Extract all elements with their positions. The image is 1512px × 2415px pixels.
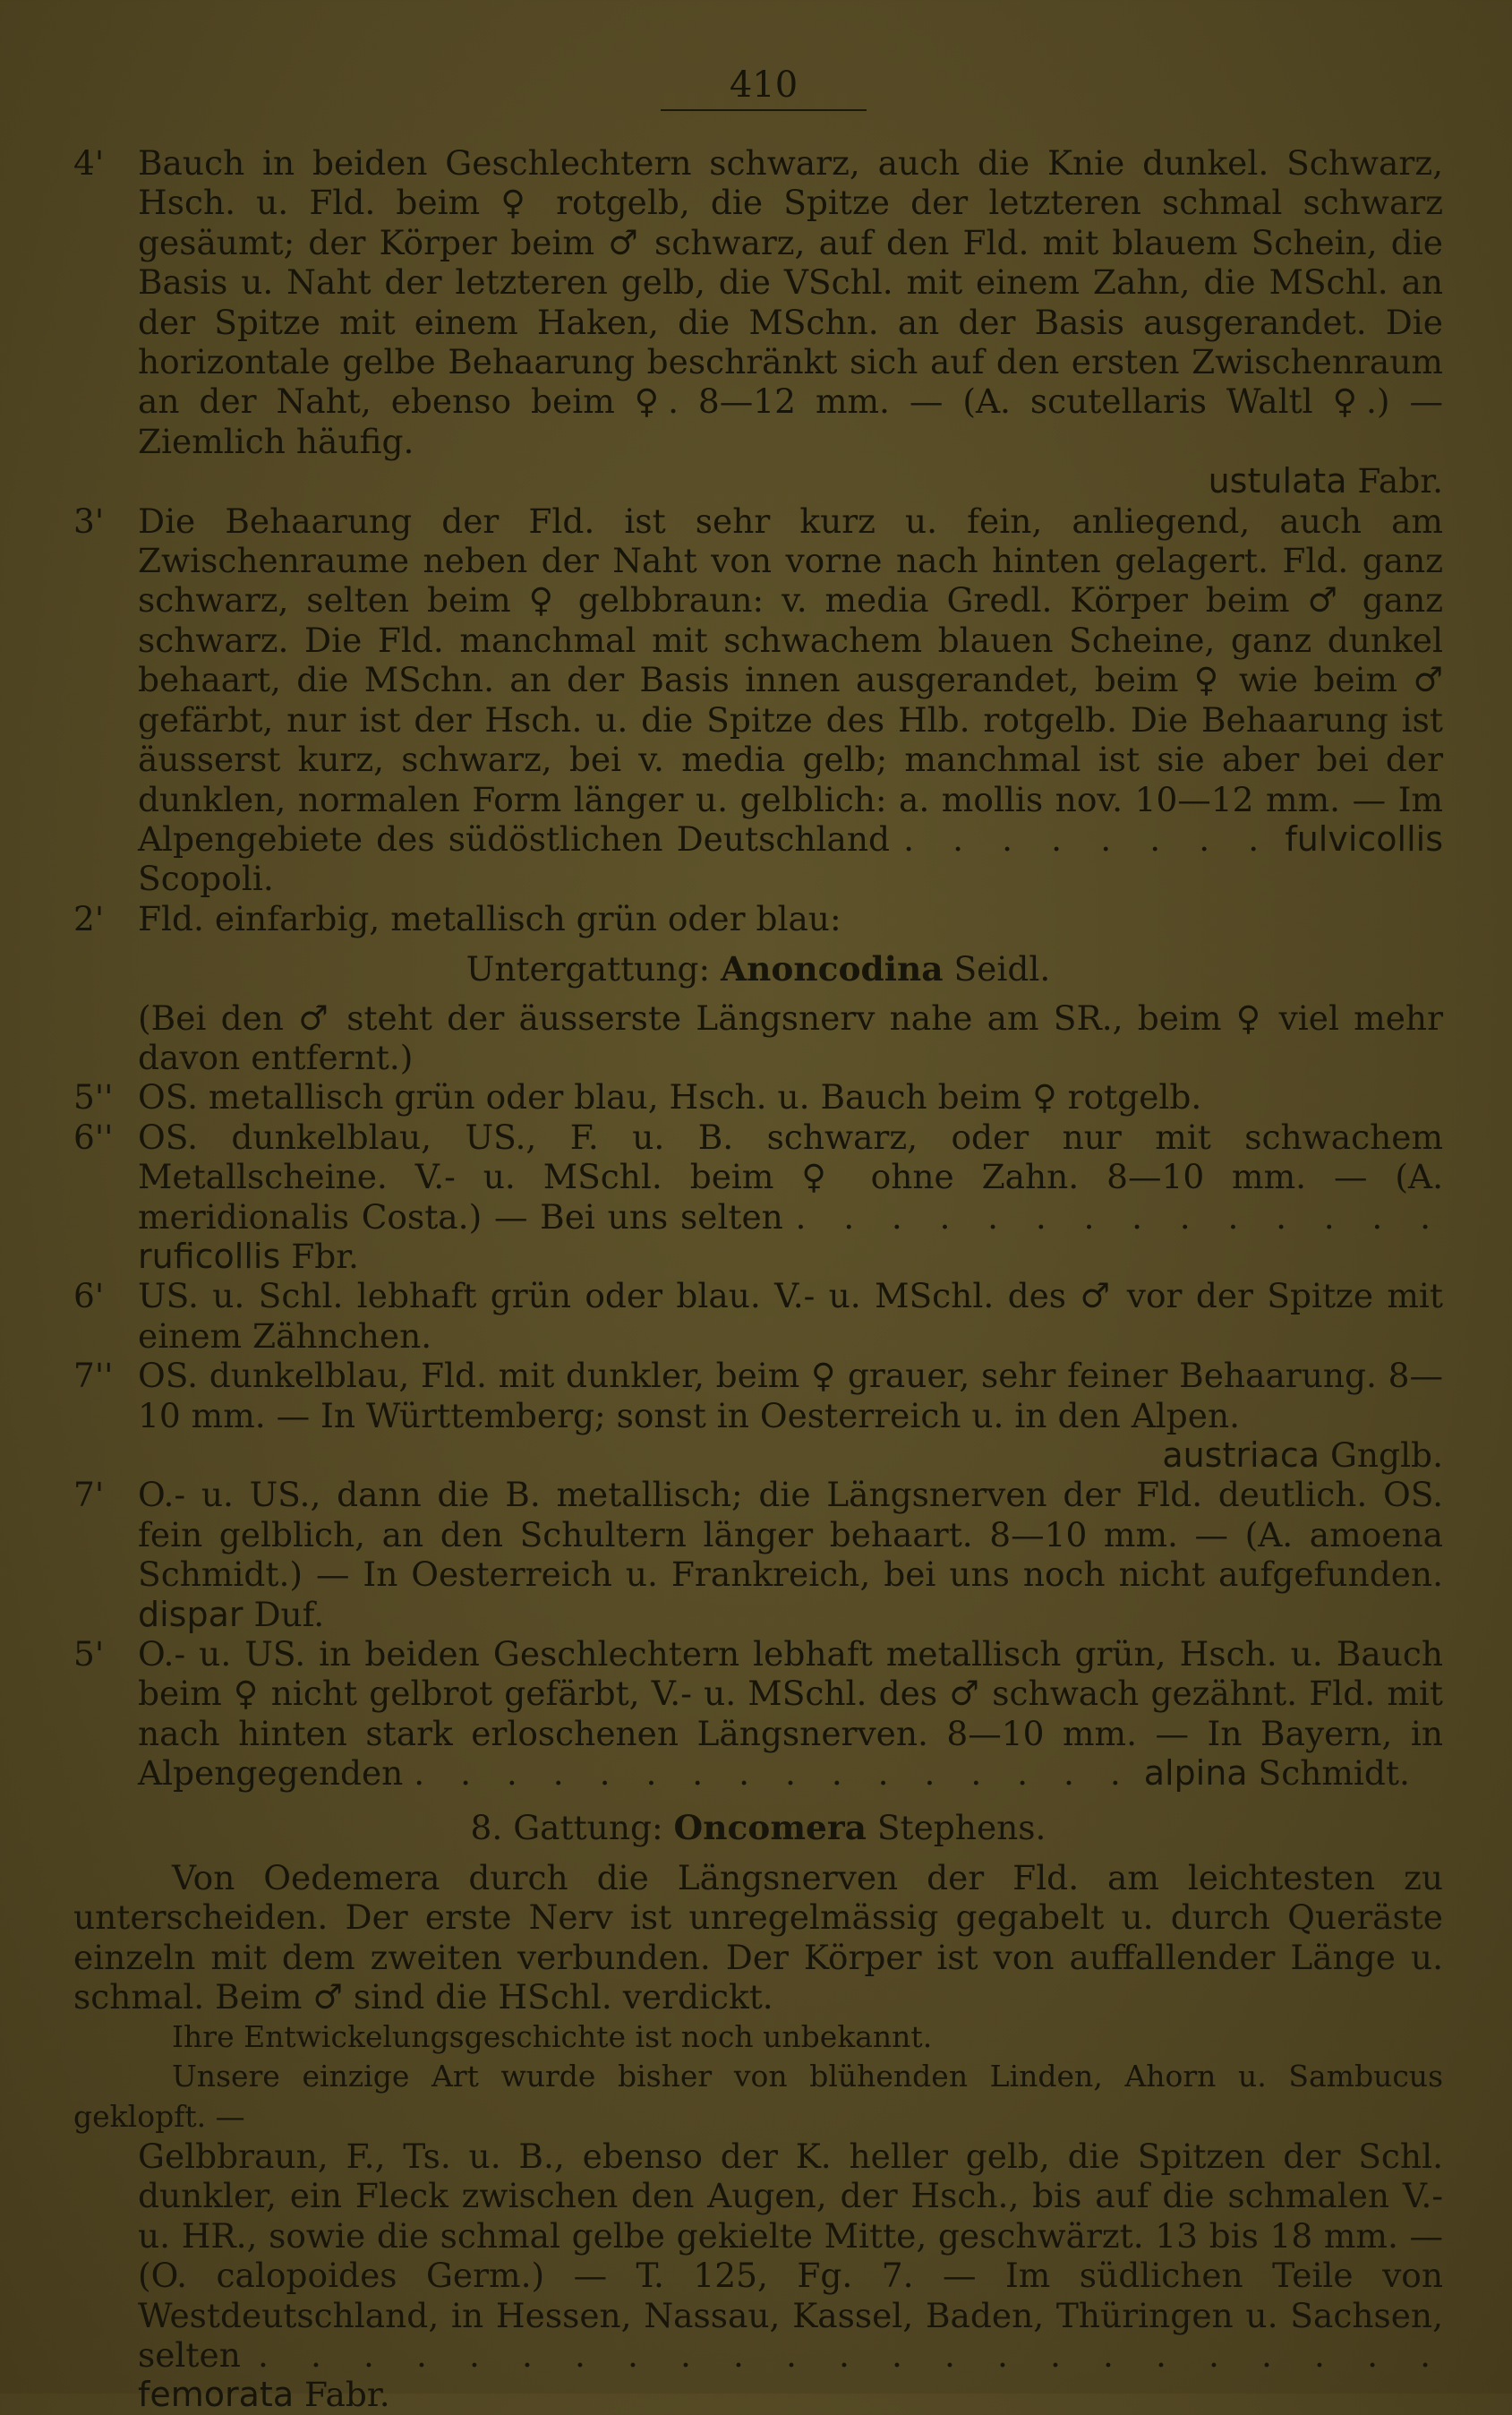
entry-text: OS. dunkelblau, US., F. u. B. schwarz, oder nur mit schwachem Metallscheine. V.- u. MSchl. beim ♀ ohne Zahn. 8—10 mm. — (A. meridionalis Costa.) — Bei uns selten: [138, 1117, 1443, 1237]
species-author: Schmidt.: [1258, 1753, 1410, 1794]
key-entry: [73, 1118, 1443, 1277]
key-entry: [73, 1077, 1443, 1117]
subgenus-label: Untergattung:: [466, 949, 711, 989]
leader-dots: . . . . . . . .: [903, 818, 1272, 859]
entry-number: 6': [73, 1276, 105, 1316]
leader-dots: . . . . . . . . . . . . . .: [795, 1196, 1443, 1237]
species-name: dispar: [138, 1594, 243, 1634]
species-name: fulvicollis: [1285, 818, 1443, 859]
document-body: [73, 143, 1443, 2415]
leader-dots: . . . . . . . . . . . . . . . .: [414, 1753, 1133, 1794]
key-entry: [73, 1475, 1443, 1634]
key-entry: [73, 899, 1443, 938]
leader-dots: . . . . . . . . . . . . . . . . . . . . . . .: [257, 2334, 1443, 2375]
species-name: ustulata: [1208, 461, 1347, 501]
genus-author: Stephens.: [876, 1807, 1046, 1847]
species-line: [138, 461, 1443, 501]
entry-text: OS. metallisch grün oder blau, Hsch. u. Bauch beim ♀ rotgelb.: [138, 1077, 1202, 1118]
key-entry: [73, 501, 1443, 899]
paragraph: Unsere einzige Art wurde bisher von blühenden Linden, Ahorn u. Sambucus geklopft. —: [73, 2059, 1443, 2134]
species-name: femorata: [138, 2375, 295, 2415]
description-text: Gelbbraun, F., Ts. u. B., ebenso der K. heller gelb, die Spitzen der Schl. dunkler, ein Fleck zwischen den Augen, der Hsch., bis auf die schmalen V.- u. HR., sowie die schmal gelbe gekielte Mitte, geschwärzt. 13 bis 18 mm. — (O. calopoides Germ.) — T. 125, Fg. 7. — Im südlichen Teile von Westdeutschland, in Hessen, Nassau, Kassel, Baden, Thüringen u. Sachsen, selten: [138, 2136, 1443, 2375]
species-author: Gnglb.: [1329, 1435, 1443, 1475]
entry-number: 2': [73, 898, 105, 938]
entry-number: 7'': [73, 1356, 114, 1396]
key-entry: [73, 1634, 1443, 1794]
entry-number: 6'': [73, 1117, 114, 1157]
note-text: (Bei den ♂ steht der äusserste Längsnerv nahe am SR., beim ♀ viel mehr davon entfernt.): [138, 998, 1443, 1077]
subgenus-author: Seidl.: [953, 949, 1051, 989]
species-name: alpina: [1143, 1753, 1248, 1794]
entry-text: OS. dunkelblau, Fld. mit dunkler, beim ♀ grauer, sehr feiner Behaarung. 8—10 mm. — In Württemberg; sonst in Oesterreich u. in den Alpen.: [138, 1356, 1443, 1435]
species-name: austriaca: [1162, 1435, 1320, 1475]
species-author: Scopoli.: [138, 859, 274, 899]
subgenus-name: Anoncodina: [721, 949, 944, 989]
genus-label: 8. Gattung:: [470, 1807, 663, 1847]
species-author: Fbr.: [291, 1236, 359, 1276]
genus-name: Oncomera: [673, 1807, 867, 1847]
entry-number: 5': [73, 1634, 105, 1674]
paragraph: Von Oedemera durch die Längsnerven der Fld. am leichtesten zu unterscheiden. Der erste Nerv ist unregelmässig gegabelt u. durch Queräste einzeln mit dem zweiten verbunden. Der Körper ist von auffallender Länge u. schmal. Beim ♂ sind die HSchl. verdickt.: [73, 1858, 1443, 2017]
species-author: Duf.: [253, 1594, 325, 1634]
entry-number: 4': [73, 143, 105, 183]
entry-text: Fld. einfarbig, metallisch grün oder blau:: [138, 898, 841, 938]
entry-text: US. u. Schl. lebhaft grün oder blau. V.- u. MSchl. des ♂ vor der Spitze mit einem Zähnchen.: [138, 1276, 1443, 1356]
species-author: Fabr.: [1357, 461, 1443, 501]
entry-number: 5'': [73, 1077, 114, 1118]
subgenus-note: [73, 998, 1443, 1078]
species-line: [138, 1435, 1443, 1475]
entry-text: Bauch in beiden Geschlechtern schwarz, auch die Knie dunkel. Schwarz, Hsch. u. Fld. beim ♀ rotgelb, die Spitze der letzteren schmal schwarz gesäumt; der Körper beim ♂ schwarz, auf den Fld. mit blauem Schein, die Basis u. Naht der letzteren gelb, die VSchl. mit einem Zahn, die MSchl. an der Spitze mit einem Haken, die MSchn. an der Basis ausgerandet. Die horizontale gelbe Behaarung beschränkt sich auf den ersten Zwischenraum an der Naht, ebenso beim ♀. 8—12 mm. — (A. scutellaris Waltl ♀.) — Ziemlich häufig.: [138, 143, 1443, 461]
species-description: [73, 2137, 1443, 2415]
key-entry: [73, 143, 1443, 501]
species-author: Fabr.: [304, 2375, 390, 2415]
species-name: ruficollis: [138, 1236, 281, 1276]
genus-heading: [73, 1808, 1443, 1847]
key-entry: [73, 1276, 1443, 1356]
paragraph: Ihre Entwickelungsgeschichte ist noch unbekannt.: [172, 2018, 933, 2054]
entry-text: Die Behaarung der Fld. ist sehr kurz u. fein, anliegend, auch am Zwischenraume neben der Naht von vorne nach hinten gelagert. Fld. ganz schwarz, selten beim ♀ gelbbraun: v. media Gredl. Körper beim ♂ ganz schwarz. Die Fld. manchmal mit schwachem blauen Scheine, ganz dunkel behaart, die MSchn. an der Basis innen ausgerandet, beim ♀ wie beim ♂ gefärbt, nur ist der Hsch. u. die Spitze des Hlb. rotgelb. Die Behaarung ist äusserst kurz, schwarz, bei v. media gelb; manchmal ist sie aber bei der dunklen, normalen Form länger u. gelblich: a. mollis nov. 10—12 mm. — Im Alpengebiete des südöstlichen Deutschland: [138, 501, 1443, 859]
entry-number: 3': [73, 501, 105, 541]
entry-text: O.- u. US., dann die B. metallisch; die Längsnerven der Fld. deutlich. OS. fein gelblich, an den Schultern länger behaart. 8—10 mm. — (A. amoena Schmidt.) — In Oesterreich u. Frankreich, bei uns noch nicht aufgefunden.: [138, 1475, 1443, 1595]
entry-text: O.- u. US. in beiden Geschlechtern lebhaft metallisch grün, Hsch. u. Bauch beim ♀ nicht gelbrot gefärbt, V.- u. MSchl. des ♂ schwach gezähnt. Fld. mit nach hinten stark erloschenen Längsnerven. 8—10 mm. — In Bayern, in Alpengegenden: [138, 1634, 1443, 1794]
key-entry: [73, 1356, 1443, 1475]
entry-number: 7': [73, 1475, 105, 1515]
subgenus-heading: [73, 949, 1443, 989]
page-number: 410: [661, 64, 867, 111]
